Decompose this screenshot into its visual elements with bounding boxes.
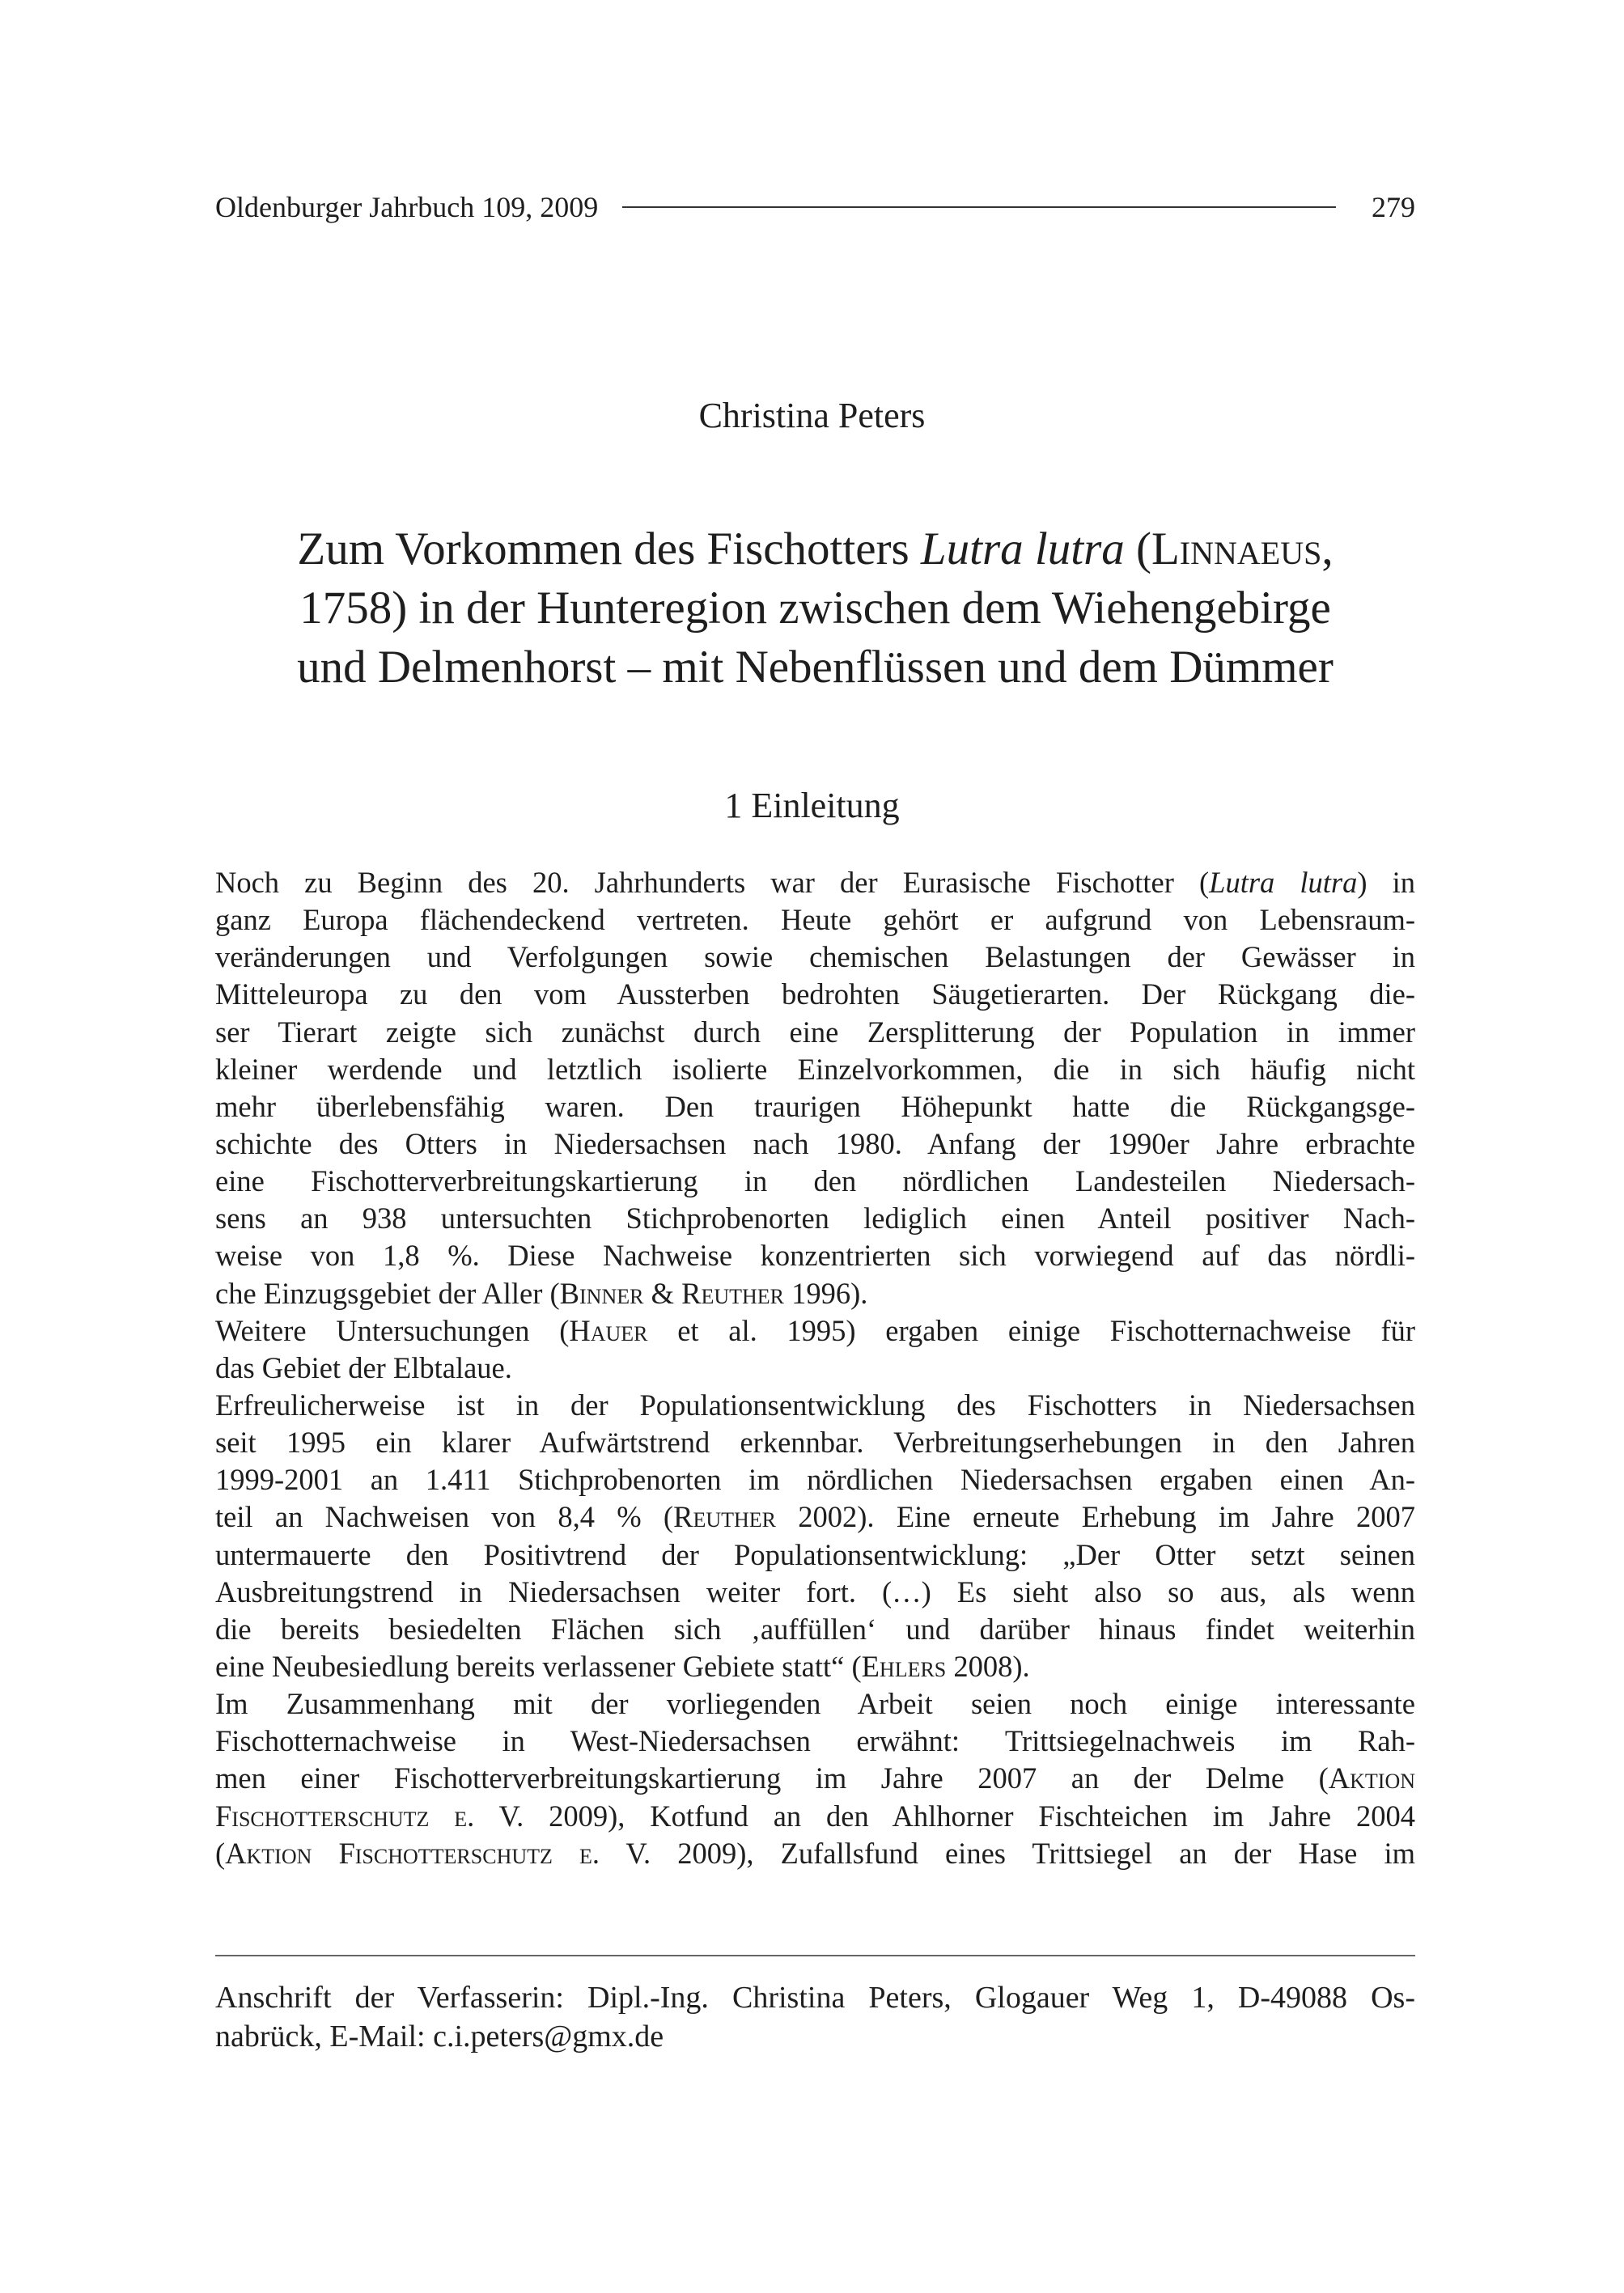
article-title xyxy=(215,519,1415,697)
title-line-2: 1758) in der Hunteregion zwischen dem Wiehengebirge xyxy=(299,583,1331,634)
text-line: Im Zusammenhang mit der vorliegenden Arbeit seien noch einige interessante xyxy=(215,1687,1415,1721)
text-line: mehr überlebensfähig waren. Den traurigen Höhepunkt hatte die Rückgangsge- xyxy=(215,1089,1415,1123)
text-line: veränderungen und Verfolgungen sowie chemischen Belastungen der Gewässer in xyxy=(215,940,1415,974)
title-line-3: und Delmenhorst – mit Nebenflüssen und dem Dümmer xyxy=(297,642,1334,693)
text-line: ser Tierart zeigte sich zunächst durch eine Zersplitterung der Population in immer xyxy=(215,1015,1415,1049)
text-line: kleiner werdende und letztlich isolierte Einzelvorkommen, die in sich häufig nicht xyxy=(215,1052,1415,1086)
text-line: 1999-2001 an 1.411 Stichprobenorten im nördlichen Niedersachsen ergaben einen An- xyxy=(215,1463,1415,1497)
text-line: eine Fischotterverbreitungskartierung in den nördlichen Landesteilen Niedersach- xyxy=(215,1164,1415,1198)
page-number: 279 xyxy=(1372,191,1415,223)
text-line: Mitteleuropa zu den vom Aussterben bedrohten Säugetierarten. Der Rückgang die- xyxy=(215,977,1415,1011)
header-rule xyxy=(622,206,1336,208)
text-line: weise von 1,8 %. Diese Nachweise konzentrierten sich vorwiegend auf das nördli- xyxy=(215,1239,1415,1273)
text-line: Erfreulicherweise ist in der Populationsentwicklung des Fischotters in Niedersachsen xyxy=(215,1388,1415,1422)
author-name: Christina Peters xyxy=(698,396,926,435)
text-line: Noch zu Beginn des 20. Jahrhunderts war der Eurasische Fischotter (Lutra lutra) in xyxy=(215,866,1415,899)
text-line: Weitere Untersuchungen (Hauer et al. 1995) ergaben einige Fischotternachweise für xyxy=(215,1313,1415,1347)
text-line: untermauerte den Positivtrend der Populationsentwicklung: „Der Otter setzt seinen xyxy=(215,1537,1415,1571)
text-line: schichte des Otters in Niedersachsen nach 1980. Anfang der 1990er Jahre erbrachte xyxy=(215,1126,1415,1160)
author-address-footnote xyxy=(215,1978,1415,2056)
text-line: sens an 938 untersuchten Stichprobenorten lediglich einen Anteil positiver Nach- xyxy=(215,1202,1415,1236)
text-line: seit 1995 ein klarer Aufwärtstrend erkennbar. Verbreitungserhebungen in den Jahren xyxy=(215,1426,1415,1460)
text-line: teil an Nachweisen von 8,4 % (Reuther 2002). Eine erneute Erhebung im Jahre 2007 xyxy=(215,1500,1415,1534)
running-header xyxy=(215,183,1415,231)
footnote-line: Anschrift der Verfasserin: Dipl.-Ing. Christina Peters, Glogauer Weg 1, D-49088 Os- xyxy=(215,1981,1415,2015)
text-line: Ausbreitungstrend in Niedersachsen weiter fort. (…) Es sieht also so aus, als wenn xyxy=(215,1575,1415,1608)
text-line: ganz Europa flächendeckend vertreten. Heute gehört er aufgrund von Lebensraum- xyxy=(215,903,1415,937)
text-line: (Aktion Fischotterschutz e. V. 2009), Zufallsfund eines Trittsiegel an der Hase im xyxy=(215,1836,1415,1870)
footnote-line: nabrück, E-Mail: c.i.peters@gmx.de xyxy=(215,2020,664,2054)
text-line: Fischotternachweise in West-Niedersachsen erwähnt: Trittsiegelnachweis im Rah- xyxy=(215,1724,1415,1758)
text-line: che Einzugsgebiet der Aller (Binner & Reuther 1996). xyxy=(215,1276,868,1310)
title-line-1: Zum Vorkommen des Fischotters Lutra lutra (Linnaeus, xyxy=(297,523,1334,574)
section-heading: 1 Einleitung xyxy=(724,786,900,825)
text-line: men einer Fischotterverbreitungskartierung im Jahre 2007 an der Delme (Aktion xyxy=(215,1761,1415,1795)
text-line: die bereits besiedelten Flächen sich ‚auffüllen‘ und darüber hinaus findet weiterhin xyxy=(215,1612,1415,1646)
text-line: Fischotterschutz e. V. 2009), Kotfund an den Ahlhorner Fischteichen im Jahre 2004 xyxy=(215,1799,1415,1833)
journal-title: Oldenburger Jahrbuch 109, 2009 xyxy=(215,191,599,223)
species-name: Lutra lutra xyxy=(920,523,1125,574)
text-line: eine Neubesiedlung bereits verlassener Gebiete statt“ (Ehlers 2008). xyxy=(215,1649,1030,1683)
body-text xyxy=(215,864,1415,1872)
text-line: das Gebiet der Elbtalaue. xyxy=(215,1350,512,1384)
taxon-authority: Linnaeus xyxy=(1151,523,1322,574)
footnote-rule xyxy=(215,1955,1415,1956)
